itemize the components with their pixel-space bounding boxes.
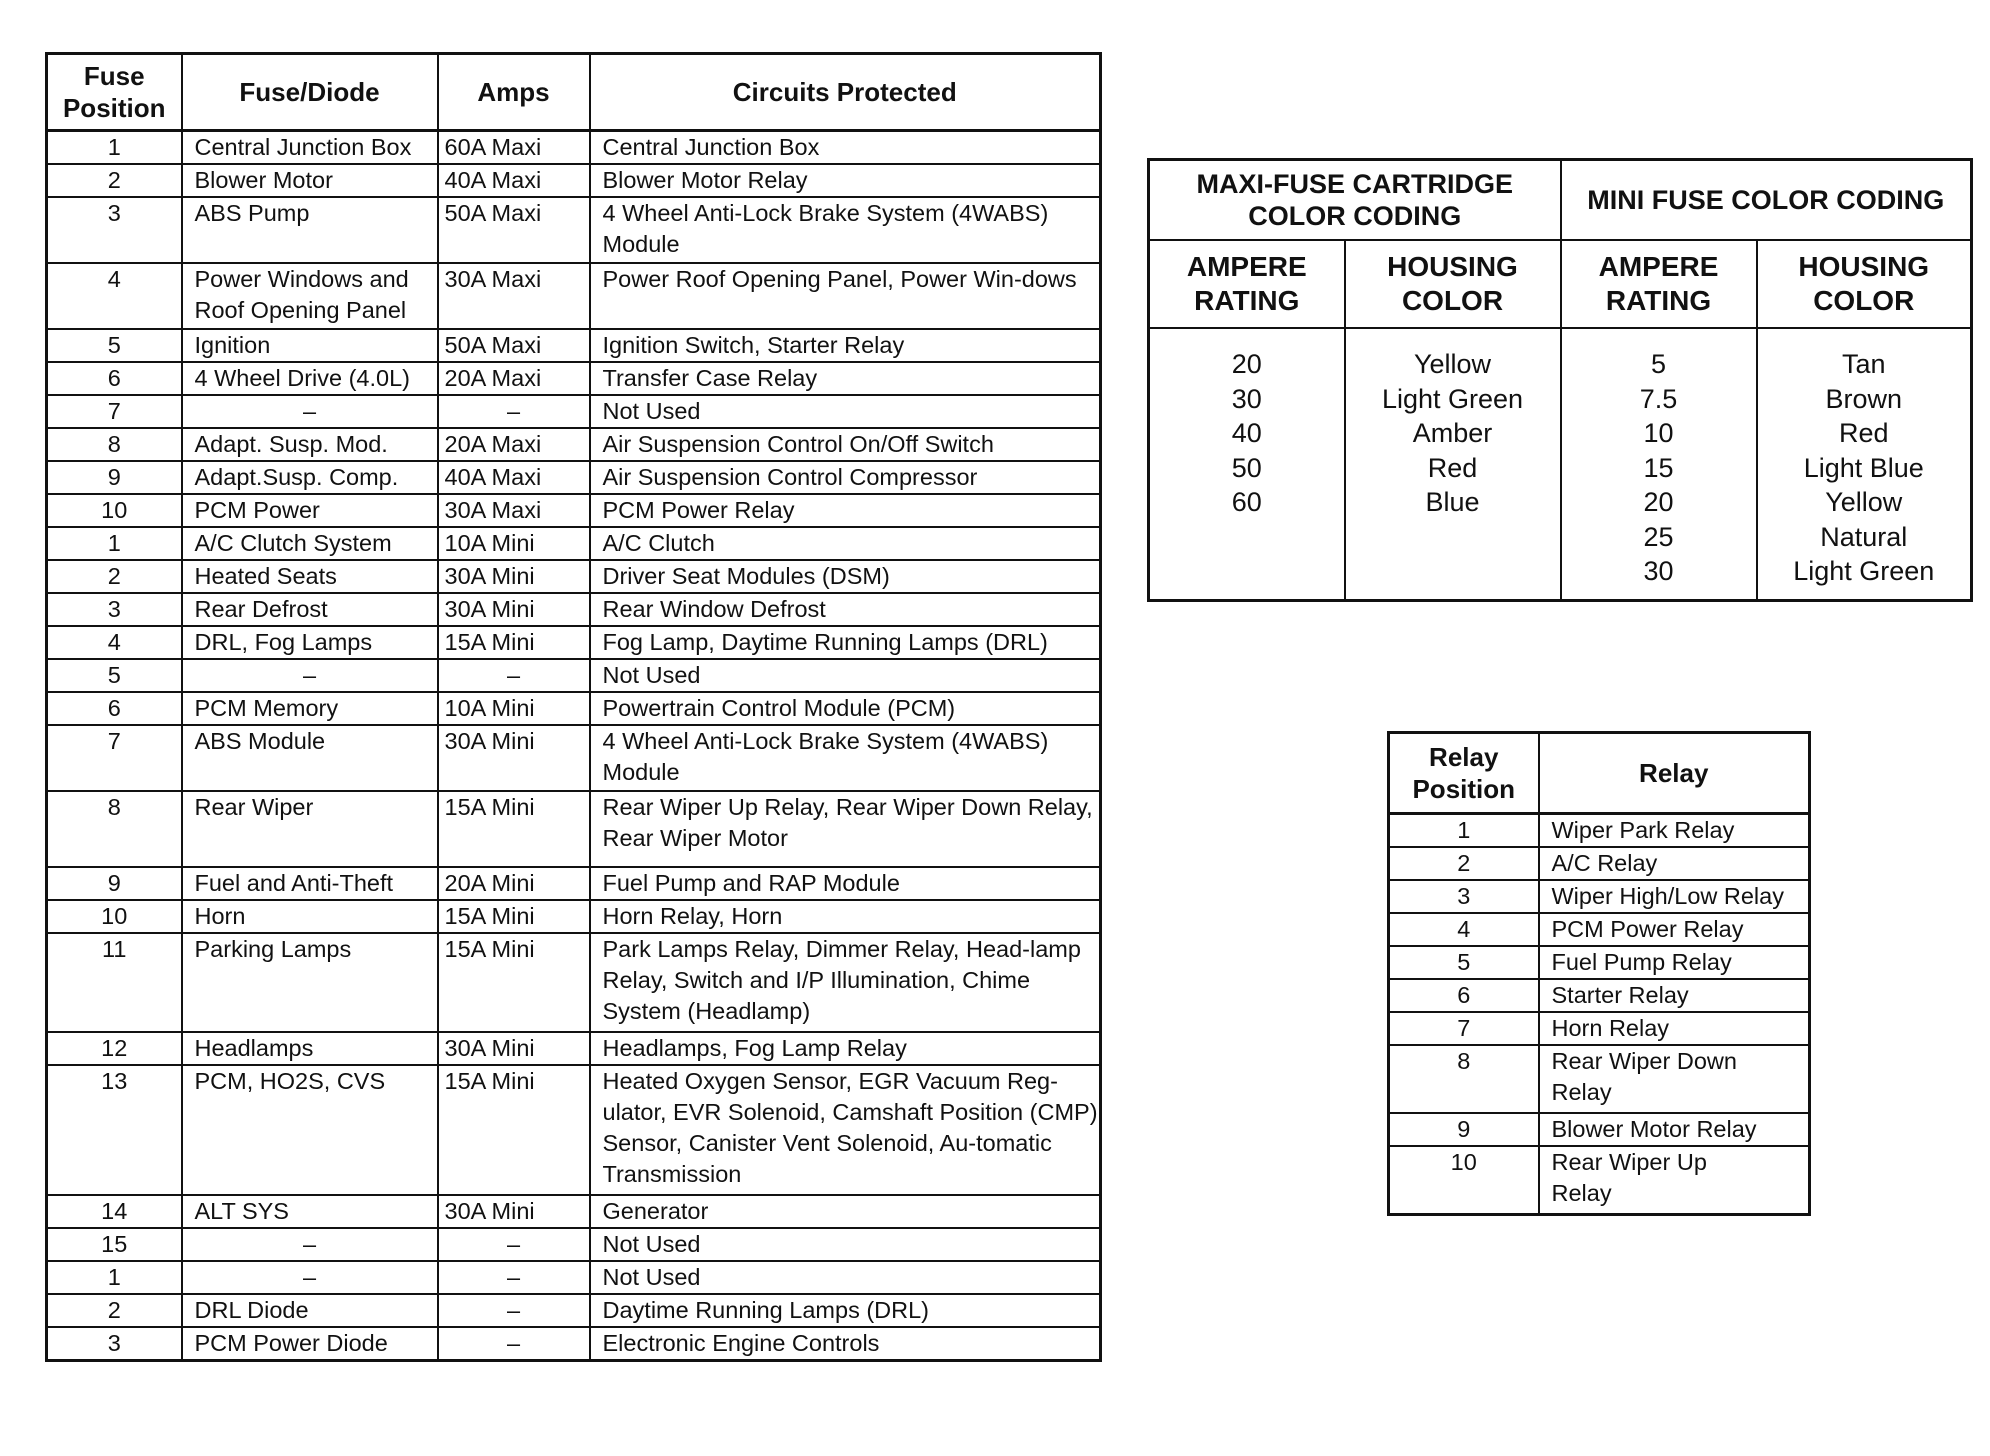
fuse-diode-cell: PCM Memory xyxy=(182,692,438,725)
maxi-ampere-value: 50 xyxy=(1231,452,1262,483)
relay-position-cell: 6 xyxy=(1389,979,1539,1012)
fuse-position-cell: 5 xyxy=(47,659,182,692)
mini-ampere-value: 5 xyxy=(1650,349,1667,379)
amps-cell: 30A Mini xyxy=(438,1195,590,1228)
fuse-table-row xyxy=(47,1327,1101,1361)
fuse-table-row xyxy=(47,1294,1101,1327)
fuse-position-cell: 3 xyxy=(47,1327,182,1361)
fuse-diode-cell: Power Windows and Roof Opening Panel xyxy=(182,263,438,329)
circuits-protected-cell: Rear Window Defrost xyxy=(590,593,1101,626)
fuse-position-cell: 1 xyxy=(47,1261,182,1294)
circuits-protected-cell: Horn Relay, Horn xyxy=(590,900,1101,933)
fuse-diode-cell: ABS Module xyxy=(182,725,438,791)
amps-cell: – xyxy=(438,1261,590,1294)
fuse-position-cell: 10 xyxy=(47,494,182,527)
relay-name-cell: Wiper Park Relay xyxy=(1539,814,1810,848)
maxi-housing-color: Red xyxy=(1427,452,1478,483)
fuse-position-cell: 1 xyxy=(47,131,182,165)
mini-housing-color: Red xyxy=(1838,418,1889,448)
fuse-diode-cell: Parking Lamps xyxy=(182,933,438,1032)
amps-cell: 50A Maxi xyxy=(438,197,590,263)
fuse-table-row xyxy=(47,659,1101,692)
fuse-position-cell: 5 xyxy=(47,329,182,362)
amps-cell: 10A Mini xyxy=(438,527,590,560)
maxi-ampere-list xyxy=(1149,328,1345,600)
fuse-table-row xyxy=(47,263,1101,329)
circuits-protected-cell: Generator xyxy=(590,1195,1101,1228)
relay-table-row xyxy=(1389,1146,1810,1215)
fuse-diode-cell: Rear Wiper xyxy=(182,791,438,867)
fuse-table-row xyxy=(47,197,1101,263)
circuits-protected-cell: Air Suspension Control On/Off Switch xyxy=(590,428,1101,461)
fuse-position-cell: 4 xyxy=(47,263,182,329)
fuse-diode-cell: Central Junction Box xyxy=(182,131,438,165)
amps-cell: – xyxy=(438,1294,590,1327)
color-table-subheader-row xyxy=(1149,240,1972,328)
amps-cell: 15A Mini xyxy=(438,900,590,933)
fuse-table-row xyxy=(47,131,1101,165)
circuits-protected-cell: Not Used xyxy=(590,1261,1101,1294)
mini-housing-color: Light Green xyxy=(1793,556,1935,586)
maxi-housing-color: Amber xyxy=(1412,418,1493,448)
circuits-protected-cell: Fuel Pump and RAP Module xyxy=(590,867,1101,900)
fuse-table-header xyxy=(47,54,1101,131)
fuse-position-cell: 9 xyxy=(47,867,182,900)
circuits-protected-cell: Park Lamps Relay, Dimmer Relay, Head-lamp Relay, Switch and I/P Illumination, Chime System (Headlamp) xyxy=(590,933,1101,1032)
amps-cell: 30A Mini xyxy=(438,725,590,791)
circuits-protected-cell: Air Suspension Control Compressor xyxy=(590,461,1101,494)
relay-name-cell: Wiper High/Low Relay xyxy=(1539,880,1810,913)
fuse-position-cell: 2 xyxy=(47,1294,182,1327)
fuse-diode-cell: Adapt.Susp. Comp. xyxy=(182,461,438,494)
amps-cell: 15A Mini xyxy=(438,791,590,867)
fuse-position-cell: 3 xyxy=(47,197,182,263)
fuse-table-row xyxy=(47,593,1101,626)
relay-table-row xyxy=(1389,847,1810,880)
relay-name-cell: Fuel Pump Relay xyxy=(1539,946,1810,979)
header-fuse-position: Fuse Position xyxy=(47,54,182,131)
relay-position-cell: 2 xyxy=(1389,847,1539,880)
amps-cell: 20A Maxi xyxy=(438,362,590,395)
fuse-diode-cell: DRL, Fog Lamps xyxy=(182,626,438,659)
relay-table-row xyxy=(1389,1012,1810,1045)
fuse-position-cell: 10 xyxy=(47,900,182,933)
circuits-protected-cell: Transfer Case Relay xyxy=(590,362,1101,395)
maxi-ampere-header: AMPERE RATING xyxy=(1149,240,1345,328)
amps-cell: – xyxy=(438,1228,590,1261)
header-relay-position: Relay Position xyxy=(1389,733,1539,814)
circuits-protected-cell: Driver Seat Modules (DSM) xyxy=(590,560,1101,593)
fuse-table xyxy=(45,52,1102,1362)
amps-cell: 15A Mini xyxy=(438,1065,590,1195)
relay-position-cell: 5 xyxy=(1389,946,1539,979)
fuse-table-row xyxy=(47,933,1101,1032)
fuse-diode-cell: 4 Wheel Drive (4.0L) xyxy=(182,362,438,395)
circuits-protected-cell: Power Roof Opening Panel, Power Win-dows xyxy=(590,263,1101,329)
fuse-diode-cell: Fuel and Anti-Theft xyxy=(182,867,438,900)
fuse-diode-cell: – xyxy=(182,1261,438,1294)
mini-ampere-header: AMPERE RATING xyxy=(1561,240,1757,328)
fuse-table-row xyxy=(47,1195,1101,1228)
fuse-position-cell: 4 xyxy=(47,626,182,659)
circuits-protected-cell: Headlamps, Fog Lamp Relay xyxy=(590,1032,1101,1065)
relay-position-cell: 7 xyxy=(1389,1012,1539,1045)
fuse-diode-cell: Blower Motor xyxy=(182,164,438,197)
fuse-table-row xyxy=(47,362,1101,395)
amps-cell: 10A Mini xyxy=(438,692,590,725)
fuse-position-cell: 6 xyxy=(47,362,182,395)
fuse-diode-cell: Heated Seats xyxy=(182,560,438,593)
fuse-table-row xyxy=(47,395,1101,428)
color-coding-table xyxy=(1147,158,1973,602)
fuse-position-cell: 2 xyxy=(47,164,182,197)
relay-table xyxy=(1387,731,1811,1216)
fuse-diode-cell: Horn xyxy=(182,900,438,933)
fuse-diode-cell: A/C Clutch System xyxy=(182,527,438,560)
amps-cell: 60A Maxi xyxy=(438,131,590,165)
header-circuits-protected: Circuits Protected xyxy=(590,54,1101,131)
fuse-diode-cell: ALT SYS xyxy=(182,1195,438,1228)
mini-ampere-value: 30 xyxy=(1643,556,1674,586)
amps-cell: – xyxy=(438,1327,590,1361)
fuse-position-cell: 11 xyxy=(47,933,182,1032)
circuits-protected-cell: Blower Motor Relay xyxy=(590,164,1101,197)
relay-name-cell: Horn Relay xyxy=(1539,1012,1810,1045)
circuits-protected-cell: Ignition Switch, Starter Relay xyxy=(590,329,1101,362)
mini-housing-color: Natural xyxy=(1820,521,1908,552)
mini-ampere-value: 25 xyxy=(1643,521,1674,552)
amps-cell: 30A Maxi xyxy=(438,263,590,329)
amps-cell: 30A Maxi xyxy=(438,494,590,527)
fuse-table-row xyxy=(47,560,1101,593)
fuse-table-row xyxy=(47,494,1101,527)
fuse-diode-cell: ABS Pump xyxy=(182,197,438,263)
circuits-protected-cell: Powertrain Control Module (PCM) xyxy=(590,692,1101,725)
circuits-protected-cell: Not Used xyxy=(590,395,1101,428)
maxi-housing-color: Light Green xyxy=(1381,383,1524,414)
amps-cell: 30A Mini xyxy=(438,593,590,626)
relay-name-cell: A/C Relay xyxy=(1539,847,1810,880)
fuse-diode-cell: Adapt. Susp. Mod. xyxy=(182,428,438,461)
maxi-ampere-value: 30 xyxy=(1231,383,1262,414)
mini-housing-color: Light Blue xyxy=(1803,452,1924,483)
circuits-protected-cell: Fog Lamp, Daytime Running Lamps (DRL) xyxy=(590,626,1101,659)
amps-cell: – xyxy=(438,395,590,428)
fuse-diode-cell: PCM Power xyxy=(182,494,438,527)
fuse-diode-cell: PCM Power Diode xyxy=(182,1327,438,1361)
mini-color-list xyxy=(1757,328,1972,600)
circuits-protected-cell: 4 Wheel Anti-Lock Brake System (4WABS) Module xyxy=(590,725,1101,791)
circuits-protected-cell: Rear Wiper Up Relay, Rear Wiper Down Relay, Rear Wiper Motor xyxy=(590,791,1101,867)
fuse-diode-cell: Headlamps xyxy=(182,1032,438,1065)
maxi-ampere-value: 60 xyxy=(1231,487,1262,517)
fuse-position-cell: 13 xyxy=(47,1065,182,1195)
fuse-table-row xyxy=(47,164,1101,197)
fuse-position-cell: 7 xyxy=(47,395,182,428)
fuse-position-cell: 1 xyxy=(47,527,182,560)
fuse-position-cell: 8 xyxy=(47,791,182,867)
fuse-table-row xyxy=(47,527,1101,560)
fuse-position-cell: 14 xyxy=(47,1195,182,1228)
relay-table-row xyxy=(1389,946,1810,979)
relay-table-row xyxy=(1389,1045,1810,1113)
header-fuse-diode: Fuse/Diode xyxy=(182,54,438,131)
amps-cell: 40A Maxi xyxy=(438,164,590,197)
relay-table-row xyxy=(1389,979,1810,1012)
circuits-protected-cell: Daytime Running Lamps (DRL) xyxy=(590,1294,1101,1327)
mini-housing-header: HOUSING COLOR xyxy=(1757,240,1972,328)
maxi-ampere-value: 40 xyxy=(1231,418,1262,448)
fuse-position-cell: 12 xyxy=(47,1032,182,1065)
amps-cell: – xyxy=(438,659,590,692)
circuits-protected-cell: Heated Oxygen Sensor, EGR Vacuum Reg-ulator, EVR Solenoid, Camshaft Position (CMP) Sensor, Canister Vent Solenoid, Au-tomatic Transmission xyxy=(590,1065,1101,1195)
fuse-position-cell: 3 xyxy=(47,593,182,626)
fuse-diode-cell: – xyxy=(182,1228,438,1261)
fuse-table-row xyxy=(47,329,1101,362)
fuse-table-row xyxy=(47,1065,1101,1195)
amps-cell: 20A Maxi xyxy=(438,428,590,461)
circuits-protected-cell: Not Used xyxy=(590,659,1101,692)
fuse-table-row xyxy=(47,900,1101,933)
relay-position-cell: 9 xyxy=(1389,1113,1539,1146)
mini-housing-color: Yellow xyxy=(1825,487,1903,517)
circuits-protected-cell: A/C Clutch xyxy=(590,527,1101,560)
amps-cell: 40A Maxi xyxy=(438,461,590,494)
fuse-table-row xyxy=(47,1228,1101,1261)
relay-name-cell: Rear Wiper Up Relay xyxy=(1539,1146,1810,1215)
fuse-table-row xyxy=(47,725,1101,791)
relay-name-cell: Blower Motor Relay xyxy=(1539,1113,1810,1146)
amps-cell: 20A Mini xyxy=(438,867,590,900)
fuse-table-row xyxy=(47,1261,1101,1294)
fuse-position-cell: 8 xyxy=(47,428,182,461)
maxi-housing-color: Blue xyxy=(1425,487,1480,517)
amps-cell: 15A Mini xyxy=(438,626,590,659)
header-relay: Relay xyxy=(1539,733,1810,814)
amps-cell: 50A Maxi xyxy=(438,329,590,362)
fuse-table-row xyxy=(47,692,1101,725)
relay-name-cell: PCM Power Relay xyxy=(1539,913,1810,946)
relay-position-cell: 10 xyxy=(1389,1146,1539,1215)
maxi-housing-color: Yellow xyxy=(1413,349,1492,379)
header-amps: Amps xyxy=(438,54,590,131)
fuse-table-row xyxy=(47,626,1101,659)
maxi-housing-header: HOUSING COLOR xyxy=(1345,240,1561,328)
circuits-protected-cell: 4 Wheel Anti-Lock Brake System (4WABS) Module xyxy=(590,197,1101,263)
fuse-table-row xyxy=(47,867,1101,900)
fuse-diode-cell: DRL Diode xyxy=(182,1294,438,1327)
amps-cell: 30A Mini xyxy=(438,1032,590,1065)
fuse-diode-cell: Ignition xyxy=(182,329,438,362)
maxi-color-list xyxy=(1345,328,1561,600)
relay-position-cell: 3 xyxy=(1389,880,1539,913)
mini-ampere-value: 15 xyxy=(1643,452,1674,483)
relay-name-cell: Starter Relay xyxy=(1539,979,1810,1012)
relay-table-row xyxy=(1389,814,1810,848)
relay-position-cell: 8 xyxy=(1389,1045,1539,1113)
fuse-table-row xyxy=(47,791,1101,867)
relay-table-row xyxy=(1389,880,1810,913)
fuse-diode-cell: Rear Defrost xyxy=(182,593,438,626)
fuse-position-cell: 2 xyxy=(47,560,182,593)
fuse-diode-cell: – xyxy=(182,395,438,428)
mini-housing-color: Brown xyxy=(1825,383,1903,414)
fuse-position-cell: 9 xyxy=(47,461,182,494)
mini-fuse-title: MINI FUSE COLOR CODING xyxy=(1561,160,1972,241)
mini-ampere-value: 7.5 xyxy=(1639,383,1678,414)
fuse-position-cell: 15 xyxy=(47,1228,182,1261)
color-table-body-row xyxy=(1149,328,1972,600)
relay-position-cell: 4 xyxy=(1389,913,1539,946)
circuits-protected-cell: Electronic Engine Controls xyxy=(590,1327,1101,1361)
circuits-protected-cell: Central Junction Box xyxy=(590,131,1101,165)
mini-ampere-value: 10 xyxy=(1643,418,1674,448)
relay-name-cell: Rear Wiper Down Relay xyxy=(1539,1045,1810,1113)
fuse-diode-cell: – xyxy=(182,659,438,692)
amps-cell: 15A Mini xyxy=(438,933,590,1032)
relay-table-header xyxy=(1389,733,1810,814)
mini-ampere-list xyxy=(1561,328,1757,600)
relay-table-row xyxy=(1389,913,1810,946)
circuits-protected-cell: Not Used xyxy=(590,1228,1101,1261)
color-table-title-row xyxy=(1149,160,1972,241)
fuse-position-cell: 6 xyxy=(47,692,182,725)
amps-cell: 30A Mini xyxy=(438,560,590,593)
mini-ampere-value: 20 xyxy=(1643,487,1674,517)
fuse-table-row xyxy=(47,461,1101,494)
mini-housing-color: Tan xyxy=(1841,349,1886,379)
maxi-fuse-title: MAXI-FUSE CARTRIDGE COLOR CODING xyxy=(1149,160,1561,241)
fuse-position-cell: 7 xyxy=(47,725,182,791)
circuits-protected-cell: PCM Power Relay xyxy=(590,494,1101,527)
relay-position-cell: 1 xyxy=(1389,814,1539,848)
fuse-table-row xyxy=(47,428,1101,461)
relay-table-row xyxy=(1389,1113,1810,1146)
fuse-table-row xyxy=(47,1032,1101,1065)
fuse-diode-cell: PCM, HO2S, CVS xyxy=(182,1065,438,1195)
maxi-ampere-value: 20 xyxy=(1231,349,1262,379)
